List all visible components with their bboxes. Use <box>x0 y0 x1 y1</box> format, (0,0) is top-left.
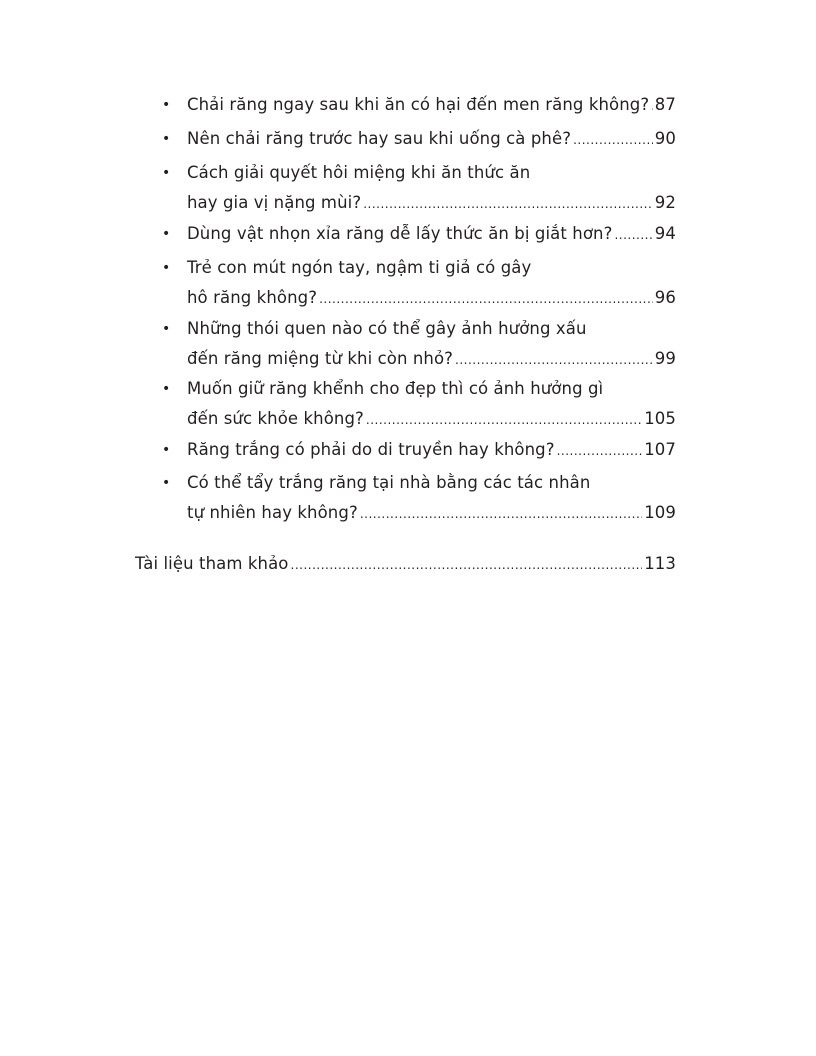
bullet-icon: • <box>162 442 171 458</box>
bullet-icon: • <box>162 131 171 147</box>
toc-entry[interactable] <box>162 90 676 120</box>
toc-entry-title-continued: hô răng không? <box>187 288 318 307</box>
toc-page-number: 90 <box>654 129 676 148</box>
toc-entry-line <box>187 435 676 465</box>
toc-entry-line <box>187 283 676 313</box>
toc-entry[interactable] <box>162 468 676 528</box>
dot-leader <box>455 345 653 375</box>
toc-page-number: 94 <box>654 224 676 243</box>
references-title: Tài liệu tham khảo <box>135 554 289 573</box>
toc-entry-title: Dùng vật nhọn xỉa răng dễ lấy thức ăn bị giắt hơn? <box>187 224 613 243</box>
bullet-icon: • <box>162 321 171 337</box>
toc-entry-line <box>135 549 676 579</box>
toc-entry[interactable] <box>162 158 676 218</box>
dot-leader <box>291 550 643 580</box>
toc-entry-title-continued: đến răng miệng từ khi còn nhỏ? <box>187 349 454 368</box>
toc-page-number: 107 <box>644 440 676 459</box>
toc-entry[interactable] <box>162 253 676 313</box>
toc-entry-title: Những thói quen nào có thể gây ảnh hưởng xấu <box>187 319 587 338</box>
toc-page-number: 92 <box>654 193 676 212</box>
bullet-icon: • <box>162 381 171 397</box>
toc-entry-line <box>187 404 676 434</box>
toc-entry[interactable] <box>162 219 676 249</box>
dot-leader <box>360 499 642 529</box>
bullet-icon: • <box>162 260 171 276</box>
bullet-icon: • <box>162 97 171 113</box>
toc-entry-title: Cách giải quyết hôi miệng khi ăn thức ăn <box>187 163 531 182</box>
toc-page-number: 113 <box>644 554 676 573</box>
toc-entry-title: Có thể tẩy trắng răng tại nhà bằng các tác nhân <box>187 473 591 492</box>
dot-leader <box>651 91 653 121</box>
toc-entry-title-continued: hay gia vị nặng mùi? <box>187 193 362 212</box>
toc-entry-title: Trẻ con mút ngón tay, ngậm ti giả có gây <box>187 258 532 277</box>
toc-entry-title-continued: tự nhiên hay không? <box>187 503 358 522</box>
toc-page-number: 99 <box>654 349 676 368</box>
toc-references-entry[interactable] <box>135 549 676 579</box>
bullet-icon: • <box>162 226 171 242</box>
toc-page-number: 87 <box>654 95 676 114</box>
dot-leader <box>614 220 652 250</box>
toc-entry-title-continued: đến sức khỏe không? <box>187 409 364 428</box>
toc-page-number: 105 <box>644 409 676 428</box>
toc-entry-line <box>187 188 676 218</box>
toc-entry-line <box>187 90 676 120</box>
dot-leader <box>363 189 653 219</box>
dot-leader <box>557 436 643 466</box>
toc-entry-title: Chải răng ngay sau khi ăn có hại đến men răng không? <box>187 95 650 114</box>
toc-entry-line <box>187 219 676 249</box>
bullet-icon: • <box>162 165 171 181</box>
toc-entry-line <box>187 344 676 374</box>
toc-entry[interactable] <box>162 374 676 434</box>
toc-entry[interactable] <box>162 435 676 465</box>
bullet-icon: • <box>162 475 171 491</box>
toc-entry[interactable] <box>162 314 676 374</box>
toc-entry-line <box>187 498 676 528</box>
dot-leader <box>573 125 653 155</box>
dot-leader <box>319 284 653 314</box>
dot-leader <box>366 405 642 435</box>
toc-entry-line <box>187 124 676 154</box>
toc-entry-title: Răng trắng có phải do di truyền hay không? <box>187 440 555 459</box>
toc-page-number: 96 <box>654 288 676 307</box>
toc-entry[interactable] <box>162 124 676 154</box>
toc-entry-title: Muốn giữ răng khểnh cho đẹp thì có ảnh hưởng gì <box>187 379 604 398</box>
toc-entry-title: Nên chải răng trước hay sau khi uống cà phê? <box>187 129 572 148</box>
toc-page-number: 109 <box>644 503 676 522</box>
